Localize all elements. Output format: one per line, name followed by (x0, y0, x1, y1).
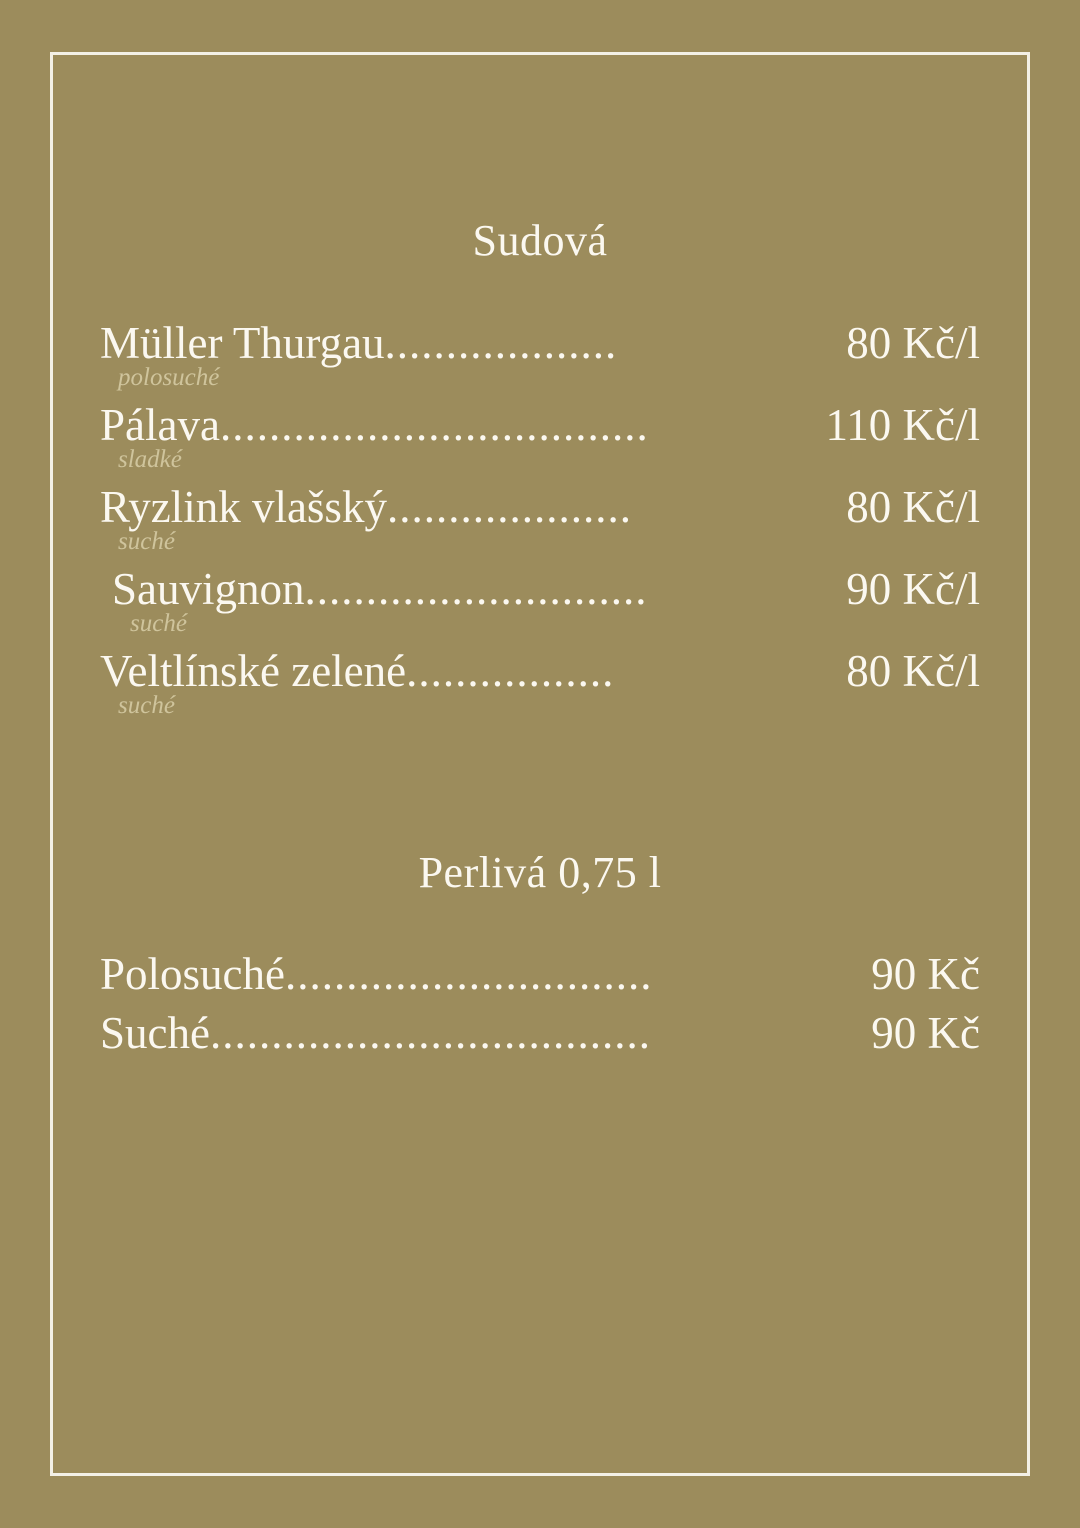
menu-item-dots: .............................. (285, 949, 653, 1000)
menu-item-price: 80 Kč/l (846, 645, 980, 696)
menu-item-note: sladké (118, 446, 182, 474)
menu-item-line (100, 482, 980, 532)
menu-item-dots: ............................ (304, 563, 648, 614)
menu-item-name: Sauvignon (112, 563, 305, 614)
menu-item-note: polosuché (118, 364, 220, 392)
menu-item (100, 564, 980, 638)
menu-item-note: suché (130, 610, 187, 638)
menu-item-line (100, 318, 980, 368)
menu-item-line (100, 400, 980, 450)
menu-item-price: 90 Kč (871, 949, 980, 1000)
menu-item-name: Veltlínské zelené (100, 645, 407, 696)
menu-item-dots: .................... (386, 481, 632, 532)
menu-item (100, 1005, 980, 1061)
menu-item (100, 646, 980, 720)
menu-item (100, 482, 980, 556)
wine-list-perliva (100, 946, 980, 1061)
section-title-sudova: Sudová (472, 216, 608, 265)
menu-item-dots: ................................... (219, 399, 649, 450)
menu-item-line (112, 564, 980, 614)
wine-list-sudova (100, 318, 980, 719)
menu-item (100, 318, 980, 392)
menu-item-price: 90 Kč (871, 1007, 980, 1058)
menu-item-dots: .................................... (209, 1007, 651, 1058)
menu-item-line (100, 646, 980, 696)
menu-item-price: 80 Kč/l (846, 481, 980, 532)
menu-item (100, 400, 980, 474)
menu-item-price: 80 Kč/l (846, 318, 980, 368)
menu-item-note: suché (118, 691, 175, 719)
menu-item-dots: ................... (384, 318, 618, 368)
menu-item-price: 110 Kč/l (825, 399, 980, 450)
menu-item-note: suché (118, 528, 175, 556)
menu-item-name: Pálava (100, 399, 220, 450)
menu-item-price: 90 Kč/l (846, 563, 980, 614)
menu-item-line (100, 1005, 980, 1061)
menu-item-name: Polosuché (100, 949, 285, 1000)
menu-item-name: Müller Thurgau (100, 318, 385, 368)
menu-item-line (100, 946, 980, 1002)
menu-item-name: Ryzlink vlašský (100, 481, 387, 532)
section-title-perliva: Perlivá 0,75 l (418, 848, 662, 898)
menu-item (100, 946, 980, 1002)
menu-item-dots: ................. (406, 645, 615, 696)
menu-item-name: Suché (100, 1007, 210, 1058)
